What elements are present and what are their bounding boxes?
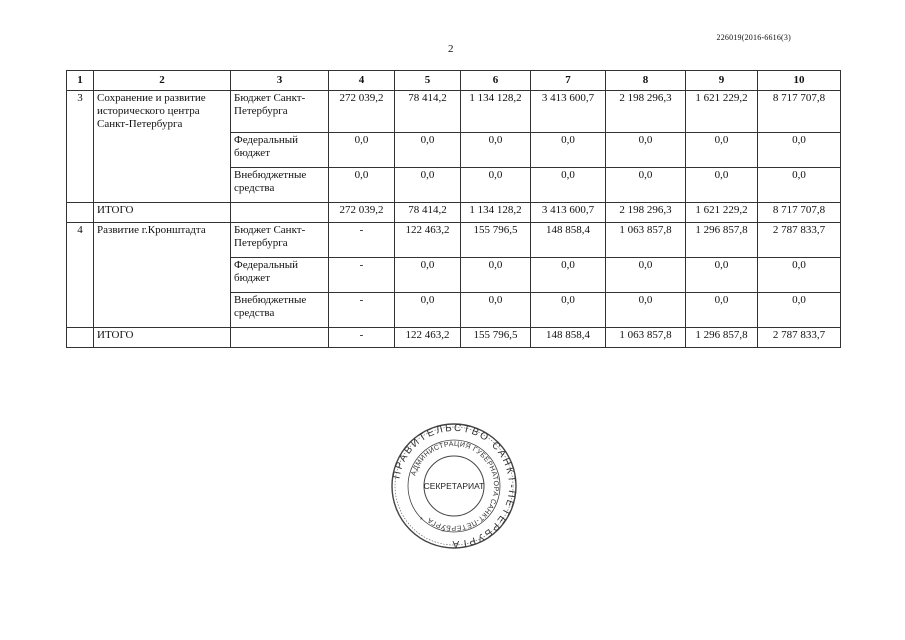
value-cell: 1 063 857,8: [606, 222, 686, 257]
value-cell: 0,0: [686, 132, 758, 167]
program-name-cell: Сохранение и развитие исторического центра Санкт-Петербурга: [94, 91, 231, 133]
value-cell: 0,0: [461, 167, 531, 202]
row-number-cell: [67, 327, 94, 347]
table-row: [67, 292, 841, 327]
table-row: [67, 91, 841, 133]
value-cell: 0,0: [329, 167, 395, 202]
value-cell: 0,0: [395, 132, 461, 167]
value-cell: 0,0: [395, 167, 461, 202]
column-header: 4: [329, 71, 395, 91]
value-cell: 0,0: [395, 292, 461, 327]
document-code: 226019(2016-6616(3): [716, 33, 791, 42]
column-header: 5: [395, 71, 461, 91]
total-row: [67, 202, 841, 222]
funding-source-cell: [231, 202, 329, 222]
total-row: [67, 327, 841, 347]
program-name-cell: [94, 132, 231, 167]
value-cell: 0,0: [531, 167, 606, 202]
row-number-cell: [67, 257, 94, 292]
funding-source-cell: [231, 327, 329, 347]
stamp-center-text: СЕКРЕТАРИАТ: [423, 481, 485, 491]
total-value-cell: 122 463,2: [395, 327, 461, 347]
value-cell: 0,0: [606, 132, 686, 167]
total-value-cell: 148 858,4: [531, 327, 606, 347]
total-value-cell: 1 621 229,2: [686, 202, 758, 222]
funding-source-cell: Федеральный бюджет: [231, 132, 329, 167]
program-name-cell: [94, 167, 231, 202]
table-row: [67, 167, 841, 202]
stamp-inner-text: АДМИНИСТРАЦИЯ ГУБЕРНАТОРА САНКТ-ПЕТЕРБУРГА: [410, 440, 500, 532]
value-cell: 0,0: [686, 257, 758, 292]
budget-table: [66, 70, 841, 348]
total-value-cell: 1 134 128,2: [461, 202, 531, 222]
value-cell: 0,0: [758, 257, 841, 292]
column-header: 6: [461, 71, 531, 91]
total-value-cell: 155 796,5: [461, 327, 531, 347]
column-header: 8: [606, 71, 686, 91]
column-header: 10: [758, 71, 841, 91]
total-value-cell: 3 413 600,7: [531, 202, 606, 222]
value-cell: 0,0: [531, 292, 606, 327]
value-cell: 0,0: [606, 257, 686, 292]
funding-source-cell: Бюджет Санкт-Петербурга: [231, 222, 329, 257]
total-value-cell: -: [329, 327, 395, 347]
value-cell: 0,0: [758, 167, 841, 202]
row-number-cell: 3: [67, 91, 94, 133]
value-cell: 0,0: [531, 132, 606, 167]
value-cell: 0,0: [686, 292, 758, 327]
program-name-cell: [94, 257, 231, 292]
funding-source-cell: Внебюджетные средства: [231, 167, 329, 202]
value-cell: 0,0: [606, 167, 686, 202]
value-cell: 3 413 600,7: [531, 91, 606, 133]
value-cell: 0,0: [758, 132, 841, 167]
table-row: [67, 222, 841, 257]
page-number: 2: [448, 43, 454, 55]
value-cell: 8 717 707,8: [758, 91, 841, 133]
total-value-cell: 8 717 707,8: [758, 202, 841, 222]
value-cell: 1 134 128,2: [461, 91, 531, 133]
total-value-cell: 1 296 857,8: [686, 327, 758, 347]
value-cell: 0,0: [461, 257, 531, 292]
funding-source-cell: Бюджет Санкт-Петербурга: [231, 91, 329, 133]
program-name-cell: Развитие г.Кронштадта: [94, 222, 231, 257]
total-value-cell: 272 039,2: [329, 202, 395, 222]
value-cell: 0,0: [461, 292, 531, 327]
header-row: [67, 71, 841, 91]
row-number-cell: 4: [67, 222, 94, 257]
column-header: 9: [686, 71, 758, 91]
value-cell: 0,0: [461, 132, 531, 167]
value-cell: 0,0: [758, 292, 841, 327]
value-cell: 2 198 296,3: [606, 91, 686, 133]
column-header: 2: [94, 71, 231, 91]
value-cell: -: [329, 222, 395, 257]
column-header: 7: [531, 71, 606, 91]
row-number-cell: [67, 202, 94, 222]
value-cell: 148 858,4: [531, 222, 606, 257]
table-row: [67, 132, 841, 167]
official-stamp: [390, 422, 518, 550]
value-cell: 0,0: [686, 167, 758, 202]
table-body: [67, 91, 841, 348]
total-value-cell: 1 063 857,8: [606, 327, 686, 347]
total-label-cell: ИТОГО: [94, 202, 231, 222]
value-cell: 0,0: [606, 292, 686, 327]
stamp-outer-text: ПРАВИТЕЛЬСТВО САНКТ-ПЕТЕРБУРГА: [391, 422, 518, 550]
table-row: [67, 257, 841, 292]
value-cell: 2 787 833,7: [758, 222, 841, 257]
value-cell: 155 796,5: [461, 222, 531, 257]
value-cell: -: [329, 257, 395, 292]
row-number-cell: [67, 292, 94, 327]
total-value-cell: 78 414,2: [395, 202, 461, 222]
stamp-star-icon: *: [420, 517, 423, 524]
column-header: 1: [67, 71, 94, 91]
value-cell: 0,0: [329, 132, 395, 167]
value-cell: 0,0: [531, 257, 606, 292]
row-number-cell: [67, 167, 94, 202]
stamp-star-icon: *: [442, 529, 445, 536]
value-cell: 78 414,2: [395, 91, 461, 133]
value-cell: 1 296 857,8: [686, 222, 758, 257]
value-cell: -: [329, 292, 395, 327]
funding-source-cell: Федеральный бюджет: [231, 257, 329, 292]
value-cell: 272 039,2: [329, 91, 395, 133]
total-value-cell: 2 198 296,3: [606, 202, 686, 222]
row-number-cell: [67, 132, 94, 167]
total-label-cell: ИТОГО: [94, 327, 231, 347]
value-cell: 122 463,2: [395, 222, 461, 257]
program-name-cell: [94, 292, 231, 327]
funding-source-cell: Внебюджетные средства: [231, 292, 329, 327]
value-cell: 1 621 229,2: [686, 91, 758, 133]
total-value-cell: 2 787 833,7: [758, 327, 841, 347]
column-header: 3: [231, 71, 329, 91]
value-cell: 0,0: [395, 257, 461, 292]
